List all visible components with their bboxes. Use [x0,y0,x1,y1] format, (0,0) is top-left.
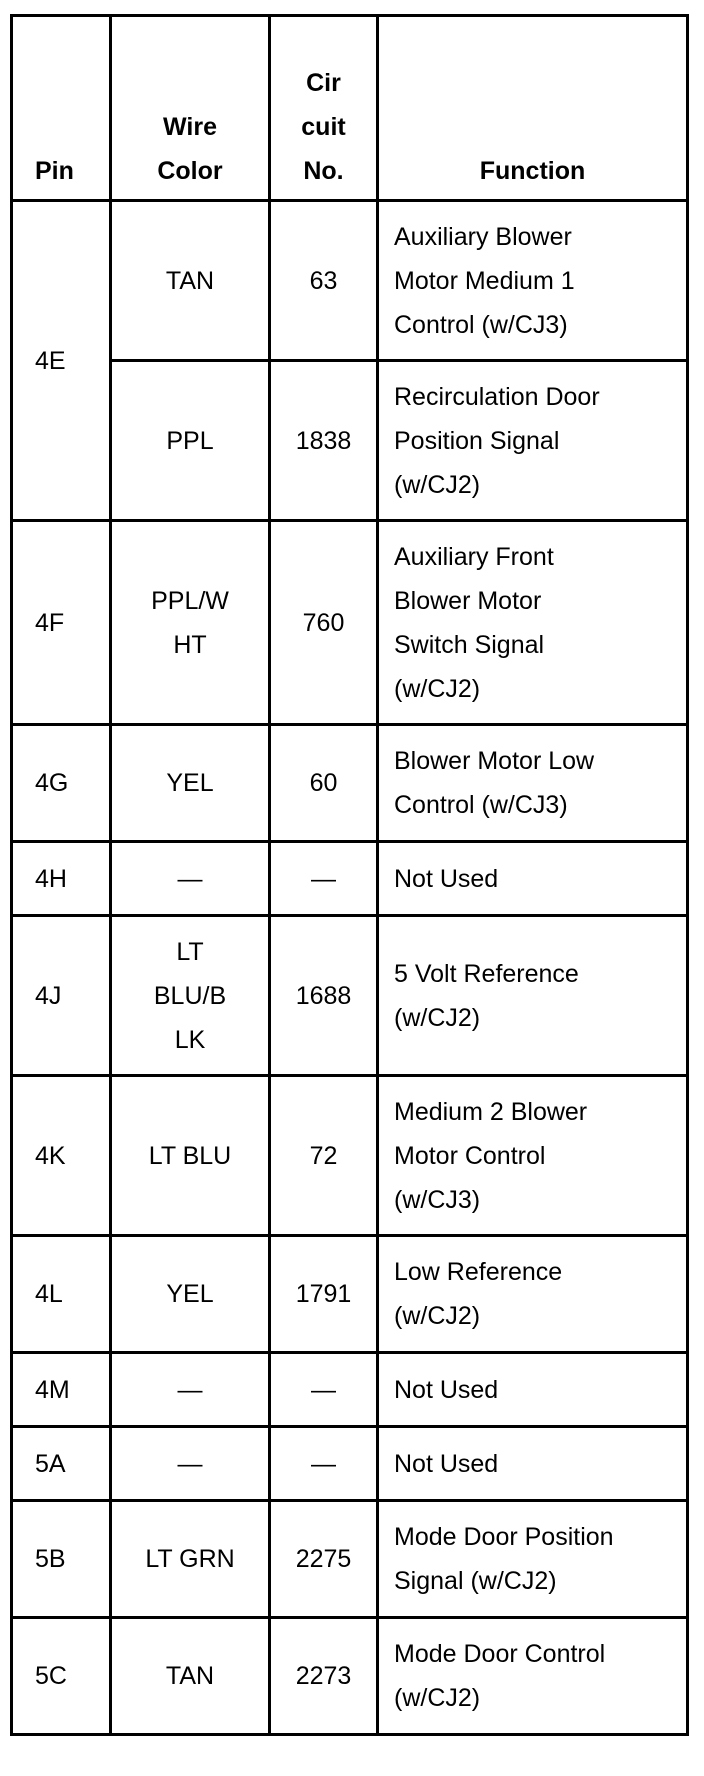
circuit-cell: 72 [270,1076,378,1236]
circuit-cell: 60 [270,725,378,842]
circuit-cell: 760 [270,521,378,725]
header-row [12,16,688,201]
wire-color-cell: — [111,1427,270,1501]
circuit-cell: 1838 [270,361,378,521]
pin-cell: 4F [12,521,111,725]
circuit-cell: — [270,842,378,916]
function-cell: 5 Volt Reference (w/CJ2) [378,916,688,1076]
header-wire-color: Wire Color [111,16,270,201]
table-row [12,842,688,916]
wire-color-cell: LT BLU/B LK [111,916,270,1076]
table-row [12,725,688,842]
wire-color-cell: LT GRN [111,1501,270,1618]
wire-color-cell: PPL [111,361,270,521]
table-row [12,1236,688,1353]
function-cell: Not Used [378,1427,688,1501]
wire-color-cell: YEL [111,1236,270,1353]
circuit-cell: 1688 [270,916,378,1076]
wire-color-cell: TAN [111,1618,270,1735]
wire-color-cell: PPL/W HT [111,521,270,725]
pin-cell: 4M [12,1353,111,1427]
function-cell: Mode Door Position Signal (w/CJ2) [378,1501,688,1618]
table-row [12,1353,688,1427]
circuit-cell: 2273 [270,1618,378,1735]
header-function: Function [378,16,688,201]
pin-cell: 4E [12,201,111,521]
function-cell: Recirculation Door Position Signal (w/CJ2) [378,361,688,521]
table-row [12,521,688,725]
function-cell: Auxiliary Front Blower Motor Switch Signal (w/CJ2) [378,521,688,725]
pin-cell: 4J [12,916,111,1076]
function-cell: Not Used [378,1353,688,1427]
circuit-cell: — [270,1353,378,1427]
circuit-cell: — [270,1427,378,1501]
table-row [12,201,688,361]
table-row [12,1501,688,1618]
pin-cell: 5B [12,1501,111,1618]
table-row [12,916,688,1076]
function-cell: Auxiliary Blower Motor Medium 1 Control (w/CJ3) [378,201,688,361]
circuit-cell: 1791 [270,1236,378,1353]
wire-color-cell: LT BLU [111,1076,270,1236]
wire-color-cell: TAN [111,201,270,361]
pin-cell: 4K [12,1076,111,1236]
table-row [12,1427,688,1501]
table-row [12,361,688,521]
table-row [12,1618,688,1735]
header-pin: Pin [12,16,111,201]
wire-color-cell: — [111,1353,270,1427]
circuit-cell: 2275 [270,1501,378,1618]
table-row [12,1076,688,1236]
pin-cell: 4G [12,725,111,842]
header-circuit-no: Cir cuit No. [270,16,378,201]
connector-pinout-table-container [10,14,689,1736]
function-cell: Blower Motor Low Control (w/CJ3) [378,725,688,842]
wire-color-cell: — [111,842,270,916]
pin-cell: 5A [12,1427,111,1501]
pin-cell: 4L [12,1236,111,1353]
pin-cell: 4H [12,842,111,916]
circuit-cell: 63 [270,201,378,361]
function-cell: Not Used [378,842,688,916]
function-cell: Medium 2 Blower Motor Control (w/CJ3) [378,1076,688,1236]
connector-pinout-table [10,14,689,1736]
wire-color-cell: YEL [111,725,270,842]
function-cell: Low Reference (w/CJ2) [378,1236,688,1353]
function-cell: Mode Door Control (w/CJ2) [378,1618,688,1735]
pin-cell: 5C [12,1618,111,1735]
